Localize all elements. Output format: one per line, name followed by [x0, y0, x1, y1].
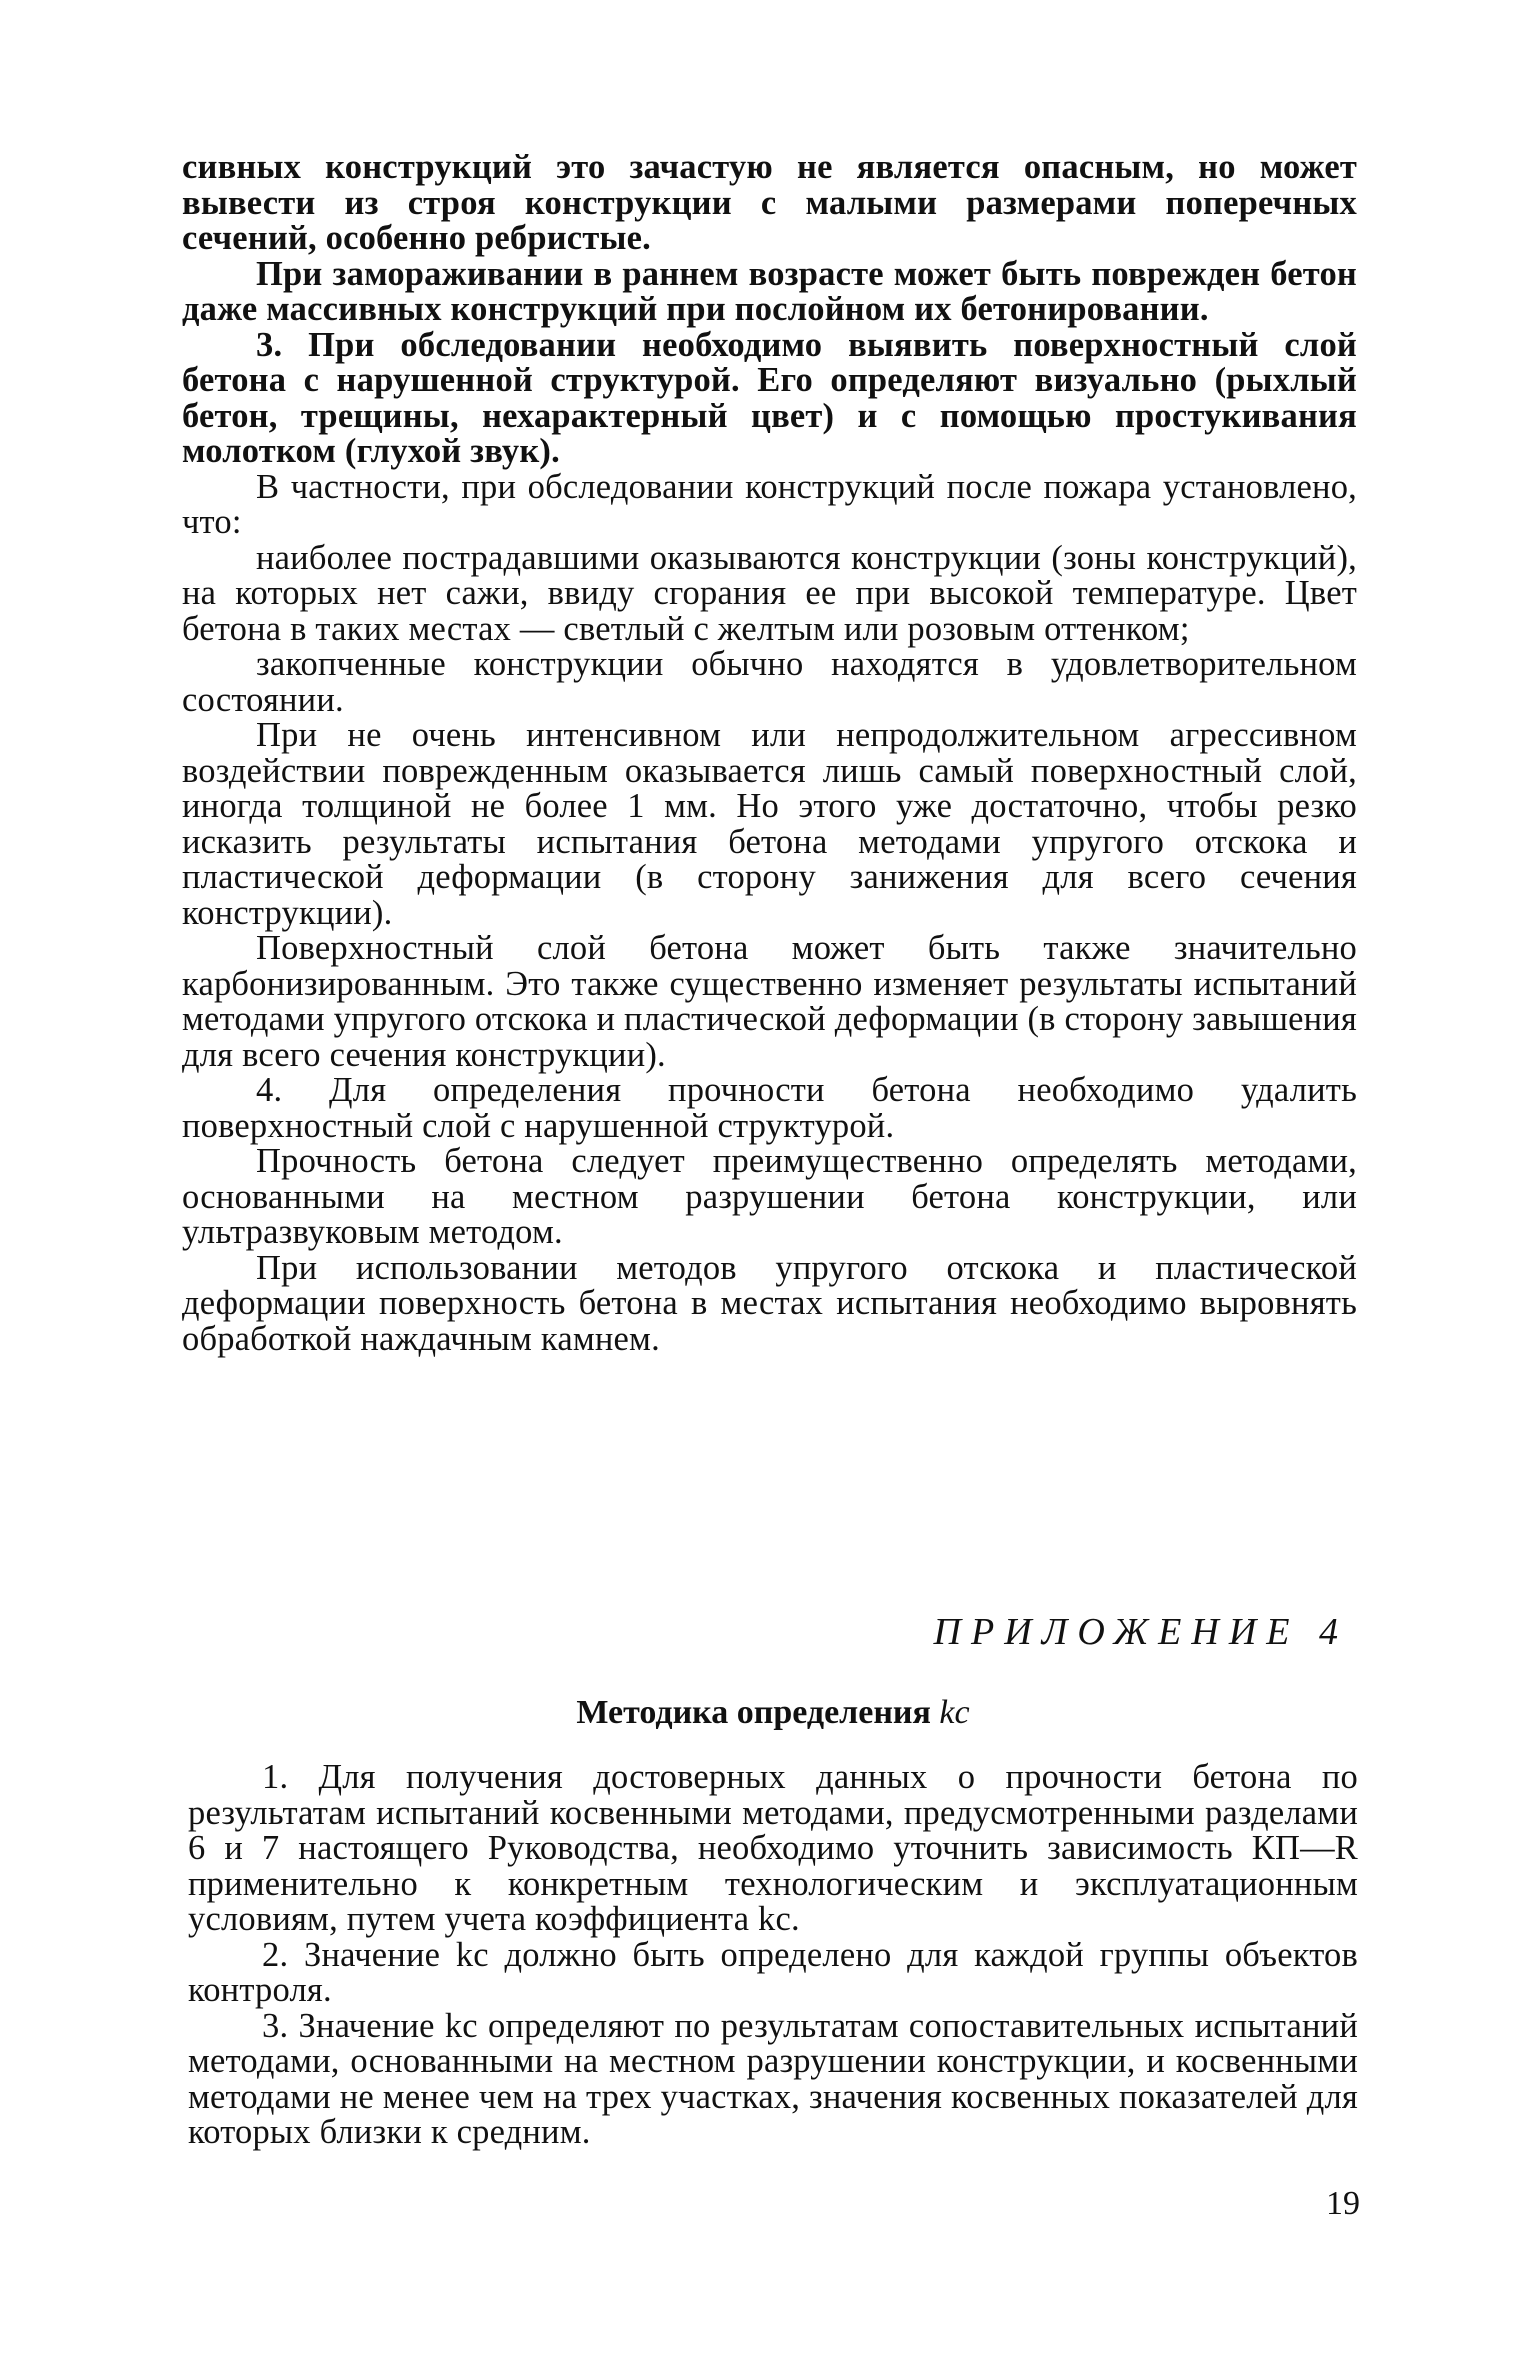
paragraph: 4. Для определения прочности бетона необходимо удалить поверхностный слой с нарушенной структурой.	[182, 1071, 1357, 1145]
paragraph: наиболее пострадавшими оказываются конструкции (зоны конструкций), на которых нет сажи, ввиду сгорания ее при высокой температуре. Цвет бетона в таких местах — светлый с желтым или розовым оттенком;	[182, 538, 1357, 648]
section-title-symbol: kс	[939, 1694, 970, 1731]
paragraph: Поверхностный слой бетона может быть также значительно карбонизированным. Это также существенно изменяет результаты испытаний методами упругого отскока и пластической деформации (в сторону завышения для всего сечения конструкции).	[182, 929, 1357, 1074]
paragraph: Прочность бетона следует преимущественно определять методами, основанными на местном разрушении бетона конструкции, или ультразвуковым методом.	[182, 1142, 1357, 1251]
paragraph: закопченные конструкции обычно находятся в удовлетворительном состоянии.	[182, 645, 1357, 719]
paragraph: сивных конструкций это зачастую не является опасным, но может вывести из строя конструкции с малыми размерами поперечных сечений, особенно ребристые.	[182, 148, 1357, 257]
appendix-label: ПРИЛОЖЕНИЕ 4	[933, 1611, 1348, 1653]
paragraph: 3. Значение kс определяют по результатам сопоставительных испытаний методами, основанными на местном разрушении конструкции, и косвенными методами не менее чем на трех участках, значения косвенных показателей для которых близки к средним.	[188, 2006, 1358, 2151]
section-title	[188, 1694, 1358, 1732]
paragraph: В частности, при обследовании конструкций после пожара установлено, что:	[182, 467, 1357, 541]
paragraph: При использовании методов упругого отскока и пластической деформации поверхность бетона в местах испытания необходимо выровнять обработкой наждачным камнем.	[182, 1248, 1357, 1358]
paragraph: При замораживании в раннем возрасте может быть поврежден бетон даже массивных конструкций при послойном их бетонировании.	[182, 254, 1357, 328]
paragraph: При не очень интенсивном или непродолжительном агрессивном воздействии поврежденным оказывается лишь самый поверхностный слой, иногда толщиной не более 1 мм. Но этого уже достаточно, чтобы резко исказить результаты испытания бетона методами упругого отскока и пластической деформации (в сторону занижения для всего сечения конструкции).	[182, 716, 1357, 932]
paragraph: 1. Для получения достоверных данных о прочности бетона по результатам испытаний косвенными методами, предусмотренными разделами 6 и 7 настоящего Руководства, необходимо уточнить зависимость КП—R применительно к конкретным технологическим и эксплуатационным условиям, путем учета коэффициента kс.	[188, 1758, 1358, 1938]
main-text-section	[182, 150, 1357, 1357]
page-number: 19	[1326, 2185, 1360, 2222]
paragraph: 2. Значение kс должно быть определено для каждой группы объектов контроля.	[188, 1935, 1358, 2009]
appendix-section	[188, 1610, 1358, 2151]
section-title-text: Методика определения	[576, 1694, 931, 1731]
paragraph: 3. При обследовании необходимо выявить поверхностный слой бетона с нарушенной структурой. Его определяют визуально (рыхлый бетон, трещины, нехарактерный цвет) и с помощью простукивания молотком (глухой звук).	[182, 325, 1357, 470]
